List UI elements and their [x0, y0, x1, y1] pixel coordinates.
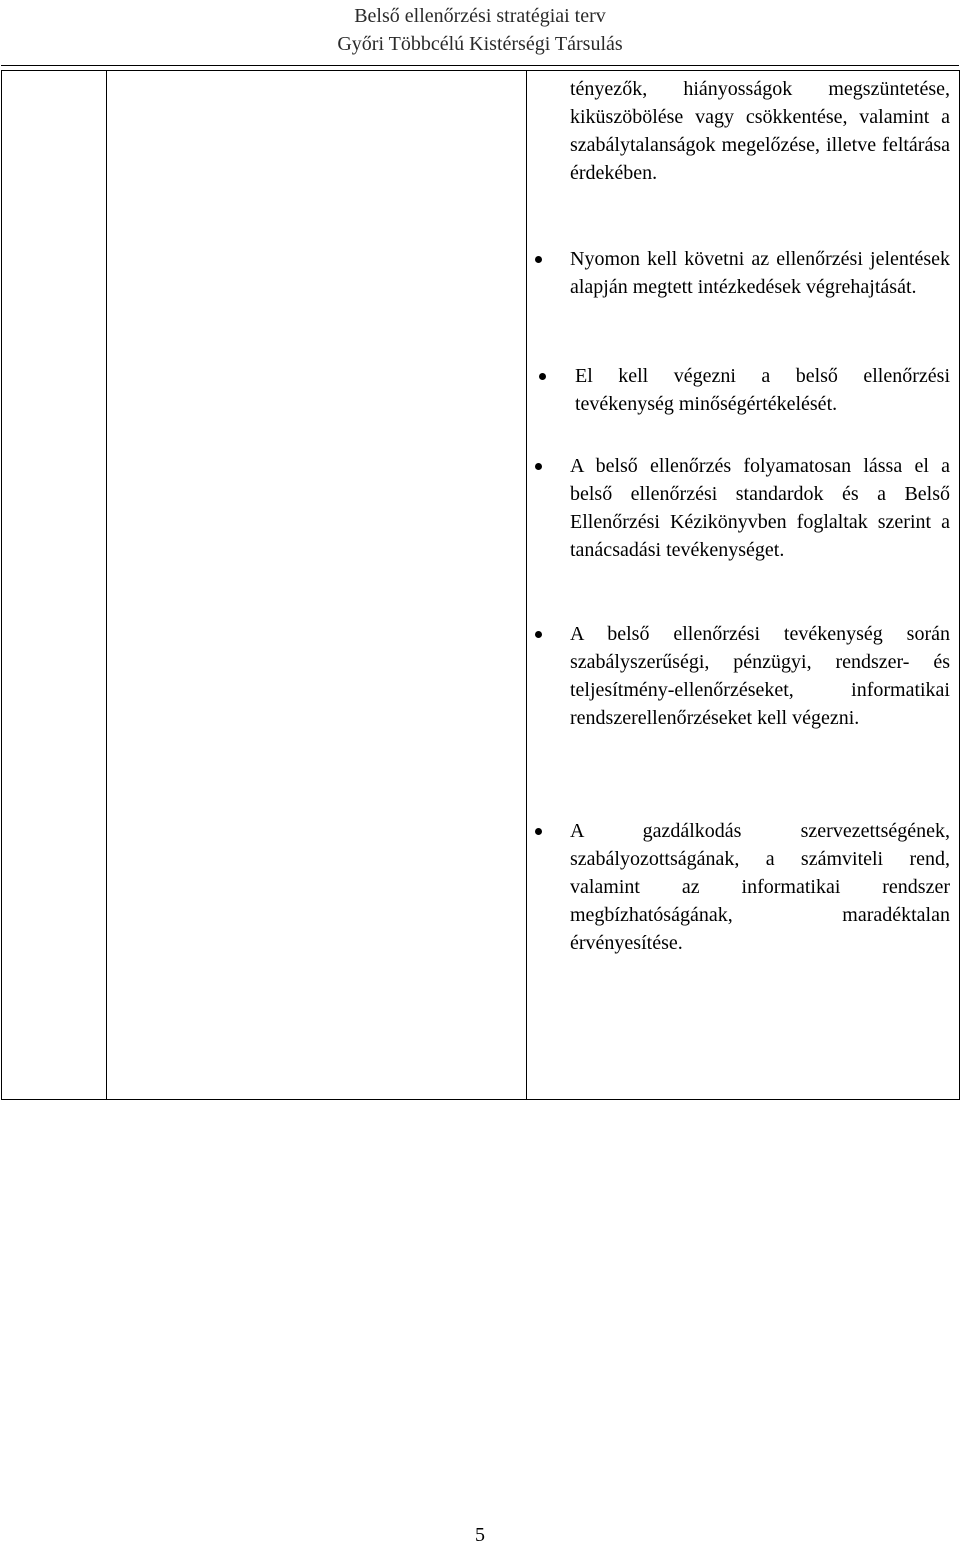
bullet-text: A belső ellenőrzés folyamatosan lássa el a belső ellenőrzési standardok és a Belső Ellenőrzési Kézikönyvben foglaltak szerint a tanácsadási tevékenységet.	[570, 455, 950, 561]
document-title: Belső ellenőrzési stratégiai terv	[354, 5, 606, 27]
table-cell-content	[527, 71, 960, 1100]
page-header	[0, 2, 960, 58]
strategy-table	[1, 70, 960, 1100]
bullet-text: El kell végezni a belső ellenőrzési tevékenység minőségértékelését.	[575, 365, 950, 415]
bullet-icon	[535, 256, 542, 263]
bullet-icon	[535, 463, 542, 470]
page-number: 5	[475, 1524, 485, 1546]
continued-paragraph: tényezők, hiányosságok megszüntetése, kiküszöbölése vagy csökkentése, valamint a szabálytalanságok megelőzése, illetve feltárása érdekében.	[570, 78, 950, 184]
bullet-icon	[535, 631, 542, 638]
bullet-text: A belső ellenőrzési tevékenység során szabályszerűségi, pénzügyi, rendszer- és teljesítmény-ellenőrzéseket, informatikai rendszerellenőrzéseket kell végezni.	[570, 623, 950, 729]
bullet-text: Nyomon kell követni az ellenőrzési jelentések alapján megtett intézkedések végrehajtását.	[570, 248, 950, 298]
continued-paragraph-block	[570, 75, 950, 187]
organization-name: Győri Többcélú Kistérségi Társulás	[337, 33, 623, 55]
bullet-text: A gazdálkodás szervezettségének, szabályozottságának, a számviteli rend, valamint az informatikai rendszer megbízhatóságának, maradéktalan érvényesítése.	[570, 820, 950, 954]
table-row	[2, 71, 960, 1100]
table-cell-second	[107, 71, 527, 1100]
header-divider	[1, 65, 959, 66]
bullet-icon	[535, 828, 542, 835]
table-cell-first	[2, 71, 107, 1100]
bullet-icon	[539, 373, 546, 380]
